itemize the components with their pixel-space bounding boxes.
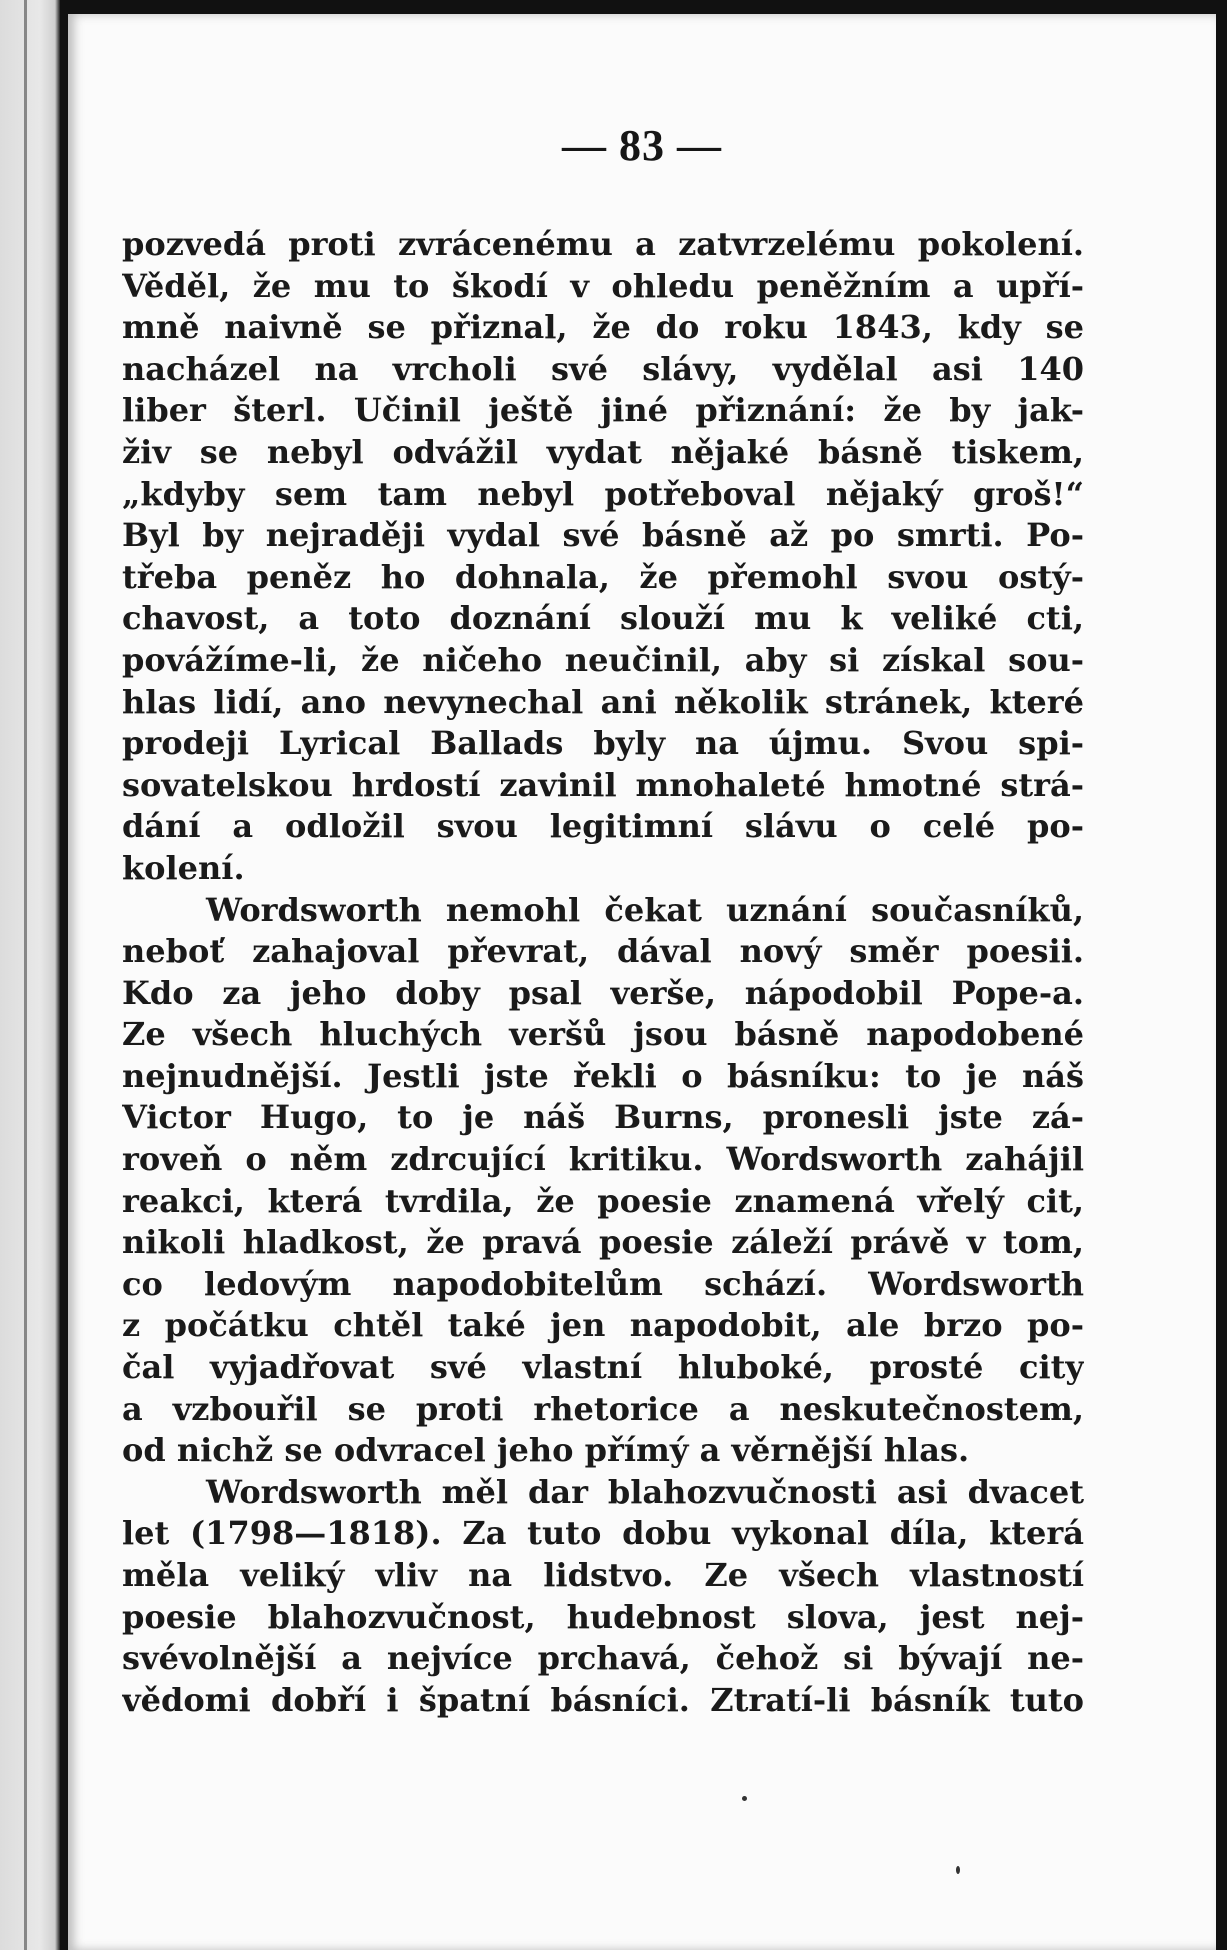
print-speck [742, 1796, 747, 1801]
text-line: svévolnější a nejvíce prchavá, čehož si bývají ne- [122, 1639, 1084, 1678]
text-line: od nichž se odvracel jeho přímý a věrnější hlas. [122, 1431, 970, 1470]
page-number: — 83 — [562, 121, 722, 170]
body-text [122, 224, 1084, 1721]
text-line: nejnudnější. Jestli jste řekli o básníku: to je náš [122, 1056, 1084, 1095]
text-line: let (1798—1818). Za tuto dobu vykonal díla, která [122, 1514, 1084, 1553]
book-page [68, 14, 1216, 1950]
text-line: sovatelskou hrdostí zavinil mnohaleté hmotné strá- [122, 765, 1084, 804]
binding-shadow-line [24, 0, 27, 1950]
text-line: nikoli hladkost, že pravá poesie záleží právě v tom, [122, 1223, 1084, 1262]
text-line: „kdyby sem tam nebyl potřeboval nějaký groš!“ [122, 474, 1084, 513]
text-line: z počátku chtěl také jen napodobit, ale brzo po- [122, 1306, 1084, 1345]
text-line: pozvedá proti zvrácenému a zatvrzelému pokolení. [122, 225, 1084, 263]
text-line: kolení. [122, 848, 245, 887]
text-line: co ledovým napodobitelům schází. Wordsworth [122, 1264, 1084, 1303]
text-line: vědomi dobří i špatní básníci. Ztratí-li básník tuto [122, 1680, 1084, 1719]
text-line: nacházel na vrcholi své slávy, vydělal asi 140 [122, 349, 1084, 388]
text-line: povážíme-li, že ničeho neučinil, aby si získal sou- [122, 640, 1084, 679]
text-line: Byl by nejraději vydal své básně až po smrti. Po- [122, 516, 1084, 555]
text-line: Ze všech hluchých veršů jsou básně napodobené [122, 1015, 1084, 1054]
text-line: roveň o něm zdrcující kritiku. Wordsworth zahájil [122, 1140, 1084, 1179]
previous-page-edge [0, 0, 60, 1950]
text-line: měla veliký vliv na lidstvo. Ze všech vlastností [122, 1556, 1084, 1594]
text-line: prodeji Lyrical Ballads byly na újmu. Svou spi- [122, 724, 1084, 763]
text-line: reakci, která tvrdila, že poesie znamená vřelý cit, [122, 1181, 1084, 1220]
text-line: chavost, a toto doznání slouží mu k veliké cti, [122, 599, 1084, 638]
paragraph-start-line: Wordsworth měl dar blahozvučnosti asi dvacet [206, 1472, 1084, 1511]
text-line: a vzbouřil se proti rhetorice a neskutečnostem, [122, 1389, 1084, 1428]
text-line: dání a odložil svou legitimní slávu o celé po- [122, 807, 1084, 846]
text-line: živ se nebyl odvážil vydat nějaké básně tiskem, [122, 432, 1084, 471]
text-line: hlas lidí, ano nevynechal ani několik stránek, které [122, 682, 1084, 721]
text-line: čal vyjadřovat své vlastní hluboké, prosté city [122, 1348, 1084, 1387]
paragraph-start-line: Wordsworth nemohl čekat uznání současníků, [206, 890, 1084, 929]
text-line: Kdo za jeho doby psal verše, nápodobil Pope-a. [122, 973, 1084, 1012]
text-line: poesie blahozvučnost, hudebnost slova, jest nej- [122, 1597, 1084, 1636]
text-line: třeba peněz ho dohnala, že přemohl svou ostý- [122, 557, 1084, 596]
text-line: Věděl, že mu to škodí v ohledu peněžním a upří- [122, 266, 1084, 305]
print-speck [956, 1866, 960, 1874]
text-line: neboť zahajoval převrat, dával nový směr poesii. [122, 932, 1084, 971]
text-line: mně naivně se přiznal, že do roku 1843, kdy se [122, 308, 1084, 347]
text-line: Victor Hugo, to je náš Burns, pronesli jste zá- [122, 1098, 1084, 1137]
text-line: liber šterl. Učinil ještě jiné přiznání: že by jak- [122, 391, 1084, 430]
